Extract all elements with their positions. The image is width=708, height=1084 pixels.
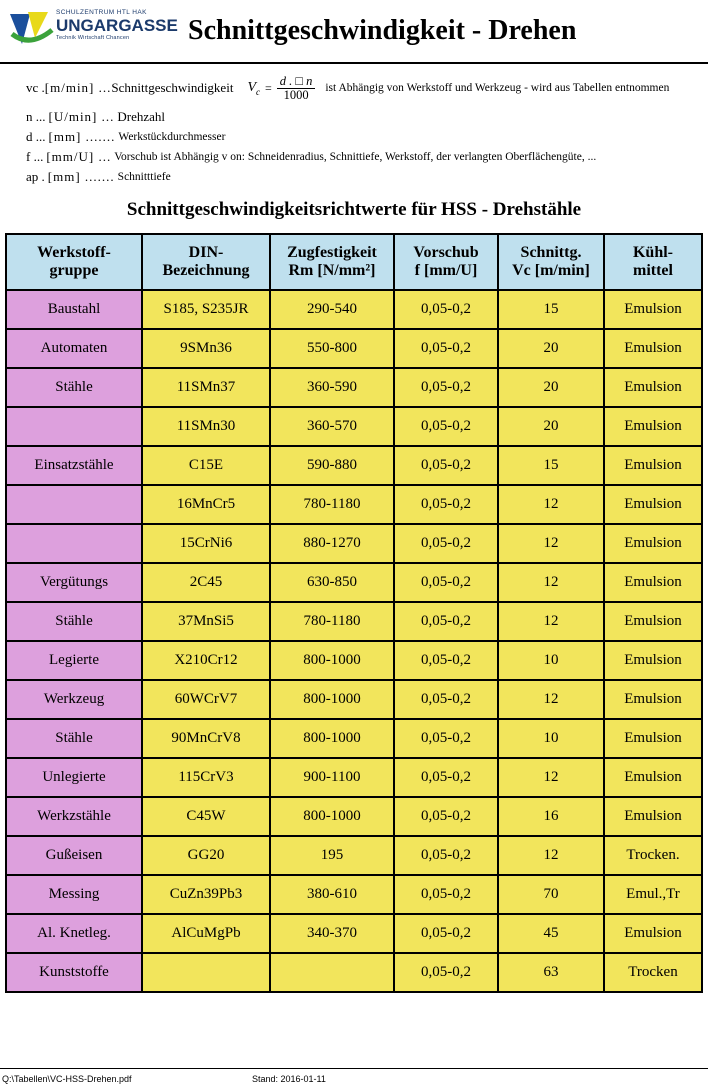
column-header-zugfestigkeit <box>270 234 394 290</box>
legend-symbol-ap: ap . <box>26 168 45 184</box>
column-header-werkstoffgruppe <box>6 234 142 290</box>
legend-label-vc: Schnittgeschwindigkeit <box>111 80 234 96</box>
legend-symbol-d: d ... <box>26 128 46 144</box>
cell-kuehlmittel: Emulsion <box>604 368 702 407</box>
table-row <box>6 641 702 680</box>
legend-row-ap <box>26 169 688 185</box>
page-title: Schnittgeschwindigkeit - Drehen <box>188 15 577 46</box>
legend-row-n <box>26 109 688 125</box>
cell-din: GG20 <box>142 836 270 875</box>
table-row <box>6 836 702 875</box>
table-row <box>6 758 702 797</box>
cell-zugfestigkeit: 380-610 <box>270 875 394 914</box>
cell-din: S185, S235JR <box>142 290 270 329</box>
cell-zugfestigkeit: 195 <box>270 836 394 875</box>
cell-zugfestigkeit: 800-1000 <box>270 680 394 719</box>
cell-werkstoffgruppe: Werkzeug <box>6 680 142 719</box>
cell-zugfestigkeit: 780-1180 <box>270 602 394 641</box>
legend-label-d: Werkstückdurchmesser <box>118 130 226 143</box>
cell-din: CuZn39Pb3 <box>142 875 270 914</box>
cell-din: 115CrV3 <box>142 758 270 797</box>
cell-werkstoffgruppe: Vergütungs <box>6 563 142 602</box>
cell-schnittgeschwindigkeit: 12 <box>498 680 604 719</box>
cell-zugfestigkeit: 800-1000 <box>270 719 394 758</box>
cell-zugfestigkeit: 590-880 <box>270 446 394 485</box>
legend-label-n: Drehzahl <box>117 108 166 124</box>
table-row <box>6 680 702 719</box>
cell-zugfestigkeit: 290-540 <box>270 290 394 329</box>
cell-kuehlmittel: Emulsion <box>604 446 702 485</box>
legend-unit-vc: [m/min] ... <box>44 80 112 96</box>
cell-werkstoffgruppe: Kunststoffe <box>6 953 142 992</box>
cell-kuehlmittel: Emulsion <box>604 719 702 758</box>
cell-schnittgeschwindigkeit: 10 <box>498 719 604 758</box>
column-header-din <box>142 234 270 290</box>
formula-lhs-sub: c <box>256 86 260 97</box>
cell-kuehlmittel: Emulsion <box>604 797 702 836</box>
table-row <box>6 953 702 992</box>
cell-din: 37MnSi5 <box>142 602 270 641</box>
legend-row-d <box>26 129 688 145</box>
cell-vorschub: 0,05-0,2 <box>394 797 498 836</box>
table-row <box>6 875 702 914</box>
header-line-1: Vorschub <box>413 244 479 262</box>
column-header-kuehlmittel <box>604 234 702 290</box>
legend-symbol-vc: vc . <box>26 80 45 96</box>
formula-equals: = <box>265 80 272 95</box>
cell-din <box>142 953 270 992</box>
cell-din: C15E <box>142 446 270 485</box>
header-line-2: gruppe <box>49 261 99 279</box>
cell-werkstoffgruppe: Werkzstähle <box>6 797 142 836</box>
header-line-2: Vc [m/min] <box>512 261 590 279</box>
legend-unit-f: [mm/U] ... <box>46 148 112 164</box>
cell-schnittgeschwindigkeit: 12 <box>498 524 604 563</box>
cell-werkstoffgruppe: Gußeisen <box>6 836 142 875</box>
cell-kuehlmittel: Emulsion <box>604 563 702 602</box>
cell-vorschub: 0,05-0,2 <box>394 875 498 914</box>
cell-zugfestigkeit: 360-590 <box>270 368 394 407</box>
cell-kuehlmittel: Emulsion <box>604 524 702 563</box>
cell-werkstoffgruppe: Legierte <box>6 641 142 680</box>
cell-kuehlmittel: Emulsion <box>604 641 702 680</box>
cell-zugfestigkeit: 900-1100 <box>270 758 394 797</box>
table-row <box>6 329 702 368</box>
header-line-1: DIN- <box>188 244 224 262</box>
cell-werkstoffgruppe: Al. Knetleg. <box>6 914 142 953</box>
cell-zugfestigkeit: 780-1180 <box>270 485 394 524</box>
formula-lhs: V <box>247 79 256 95</box>
cell-werkstoffgruppe: Unlegierte <box>6 758 142 797</box>
school-logo <box>0 2 176 60</box>
cell-din: X210Cr12 <box>142 641 270 680</box>
header-line-2: Rm [N/mm²] <box>288 261 376 279</box>
cell-schnittgeschwindigkeit: 12 <box>498 602 604 641</box>
legend-tail-vc: ist Abhängig von Werkstoff und Werkzeug - wird aus Tabellen entnommen <box>325 82 670 95</box>
cell-kuehlmittel: Emulsion <box>604 914 702 953</box>
cell-din: 11SMn30 <box>142 407 270 446</box>
cell-schnittgeschwindigkeit: 63 <box>498 953 604 992</box>
cell-werkstoffgruppe: Einsatzstähle <box>6 446 142 485</box>
cell-vorschub: 0,05-0,2 <box>394 641 498 680</box>
cell-zugfestigkeit: 800-1000 <box>270 641 394 680</box>
cell-zugfestigkeit: 800-1000 <box>270 797 394 836</box>
table-row <box>6 914 702 953</box>
legend-unit-n: [U/min] ... <box>48 108 115 124</box>
cell-schnittgeschwindigkeit: 12 <box>498 836 604 875</box>
table-row <box>6 368 702 407</box>
header-line-1: Werkstoff- <box>37 244 111 262</box>
legend-label-f: Vorschub ist Abhängig v on: Schneidenradius, Schnittiefe, Werkstoff, der verlangten Oberflächengüte, ... <box>114 150 597 163</box>
cell-werkstoffgruppe: Stähle <box>6 368 142 407</box>
legend-row-f <box>26 149 688 165</box>
cell-vorschub: 0,05-0,2 <box>394 758 498 797</box>
cell-vorschub: 0,05-0,2 <box>394 680 498 719</box>
table-row <box>6 602 702 641</box>
header-line-1: Kühl- <box>632 244 673 262</box>
cell-vorschub: 0,05-0,2 <box>394 368 498 407</box>
page-header <box>0 0 708 64</box>
cell-werkstoffgruppe <box>6 407 142 446</box>
cell-kuehlmittel: Emulsion <box>604 602 702 641</box>
cell-werkstoffgruppe: Stähle <box>6 719 142 758</box>
cell-kuehlmittel: Emulsion <box>604 680 702 719</box>
header-line-2: Bezeichnung <box>162 261 250 279</box>
cell-vorschub: 0,05-0,2 <box>394 329 498 368</box>
cutting-speed-table <box>5 233 703 993</box>
section-title: Schnittgeschwindigkeitsrichtwerte für HSS - Drehstähle <box>126 198 582 220</box>
logo-sub-text: Technik Wirtschaft Chancen <box>56 34 130 41</box>
table-row <box>6 797 702 836</box>
cell-schnittgeschwindigkeit: 12 <box>498 563 604 602</box>
table-row <box>6 290 702 329</box>
legend-block <box>0 64 708 185</box>
table-row <box>6 719 702 758</box>
legend-symbol-f: f ... <box>26 148 44 164</box>
cell-vorschub: 0,05-0,2 <box>394 836 498 875</box>
cell-schnittgeschwindigkeit: 16 <box>498 797 604 836</box>
cell-schnittgeschwindigkeit: 15 <box>498 446 604 485</box>
table-row <box>6 563 702 602</box>
cell-schnittgeschwindigkeit: 15 <box>498 290 604 329</box>
cell-kuehlmittel: Trocken <box>604 953 702 992</box>
formula-vc <box>247 74 315 103</box>
table-row <box>6 407 702 446</box>
formula-numerator: d . □ n <box>277 74 316 89</box>
formula-denominator: 1000 <box>283 88 309 103</box>
cell-schnittgeschwindigkeit: 12 <box>498 758 604 797</box>
cell-din: 2C45 <box>142 563 270 602</box>
cell-din: 9SMn36 <box>142 329 270 368</box>
cell-zugfestigkeit: 880-1270 <box>270 524 394 563</box>
cell-kuehlmittel: Emulsion <box>604 485 702 524</box>
cell-werkstoffgruppe <box>6 485 142 524</box>
cell-werkstoffgruppe: Stähle <box>6 602 142 641</box>
cell-vorschub: 0,05-0,2 <box>394 953 498 992</box>
cell-vorschub: 0,05-0,2 <box>394 602 498 641</box>
page-footer <box>0 1068 708 1084</box>
header-line-2: f [mm/U] <box>414 261 478 279</box>
cell-zugfestigkeit: 340-370 <box>270 914 394 953</box>
logo-small-text: SCHULZENTRUM HTL HAK <box>56 9 147 16</box>
cell-din: 15CrNi6 <box>142 524 270 563</box>
cell-vorschub: 0,05-0,2 <box>394 446 498 485</box>
cell-kuehlmittel: Emulsion <box>604 407 702 446</box>
legend-symbol-n: n ... <box>26 108 46 124</box>
header-line-1: Zugfestigkeit <box>287 244 377 262</box>
cell-schnittgeschwindigkeit: 70 <box>498 875 604 914</box>
table-row <box>6 524 702 563</box>
cell-din: 90MnCrV8 <box>142 719 270 758</box>
cell-vorschub: 0,05-0,2 <box>394 524 498 563</box>
cell-kuehlmittel: Trocken. <box>604 836 702 875</box>
cell-din: 60WCrV7 <box>142 680 270 719</box>
column-header-vorschub <box>394 234 498 290</box>
cell-vorschub: 0,05-0,2 <box>394 563 498 602</box>
legend-unit-d: [mm] ....... <box>48 128 116 144</box>
cell-schnittgeschwindigkeit: 20 <box>498 329 604 368</box>
cell-zugfestigkeit: 360-570 <box>270 407 394 446</box>
cell-vorschub: 0,05-0,2 <box>394 914 498 953</box>
cell-din: 11SMn37 <box>142 368 270 407</box>
cell-zugfestigkeit: 630-850 <box>270 563 394 602</box>
cell-schnittgeschwindigkeit: 10 <box>498 641 604 680</box>
cell-kuehlmittel: Emul.,Tr <box>604 875 702 914</box>
cell-schnittgeschwindigkeit: 20 <box>498 368 604 407</box>
cell-werkstoffgruppe: Automaten <box>6 329 142 368</box>
cell-zugfestigkeit <box>270 953 394 992</box>
cell-din: 16MnCr5 <box>142 485 270 524</box>
header-line-2: mittel <box>633 261 673 279</box>
footer-date: Stand: 2016-01-11 <box>252 1074 326 1084</box>
footer-path: Q:\Tabellen\VC-HSS-Drehen.pdf <box>2 1074 132 1084</box>
cell-vorschub: 0,05-0,2 <box>394 485 498 524</box>
cell-kuehlmittel: Emulsion <box>604 758 702 797</box>
cell-schnittgeschwindigkeit: 45 <box>498 914 604 953</box>
cell-kuehlmittel: Emulsion <box>604 290 702 329</box>
column-header-schnittgeschwindigkeit <box>498 234 604 290</box>
cell-din: C45W <box>142 797 270 836</box>
cell-zugfestigkeit: 550-800 <box>270 329 394 368</box>
cell-vorschub: 0,05-0,2 <box>394 290 498 329</box>
logo-main-text: UNGARGASSE <box>56 15 178 35</box>
cell-din: AlCuMgPb <box>142 914 270 953</box>
legend-unit-ap: [mm] ....... <box>47 168 115 184</box>
legend-row-vc <box>26 74 688 103</box>
cell-werkstoffgruppe: Baustahl <box>6 290 142 329</box>
table-row <box>6 485 702 524</box>
header-line-1: Schnittg. <box>520 244 582 262</box>
cell-vorschub: 0,05-0,2 <box>394 719 498 758</box>
table-row <box>6 446 702 485</box>
table-header-row <box>6 234 702 290</box>
cell-kuehlmittel: Emulsion <box>604 329 702 368</box>
cell-schnittgeschwindigkeit: 20 <box>498 407 604 446</box>
legend-label-ap: Schnitttiefe <box>117 170 171 183</box>
cell-vorschub: 0,05-0,2 <box>394 407 498 446</box>
logo-mark-icon <box>8 4 56 52</box>
cell-werkstoffgruppe <box>6 524 142 563</box>
cell-schnittgeschwindigkeit: 12 <box>498 485 604 524</box>
cell-werkstoffgruppe: Messing <box>6 875 142 914</box>
